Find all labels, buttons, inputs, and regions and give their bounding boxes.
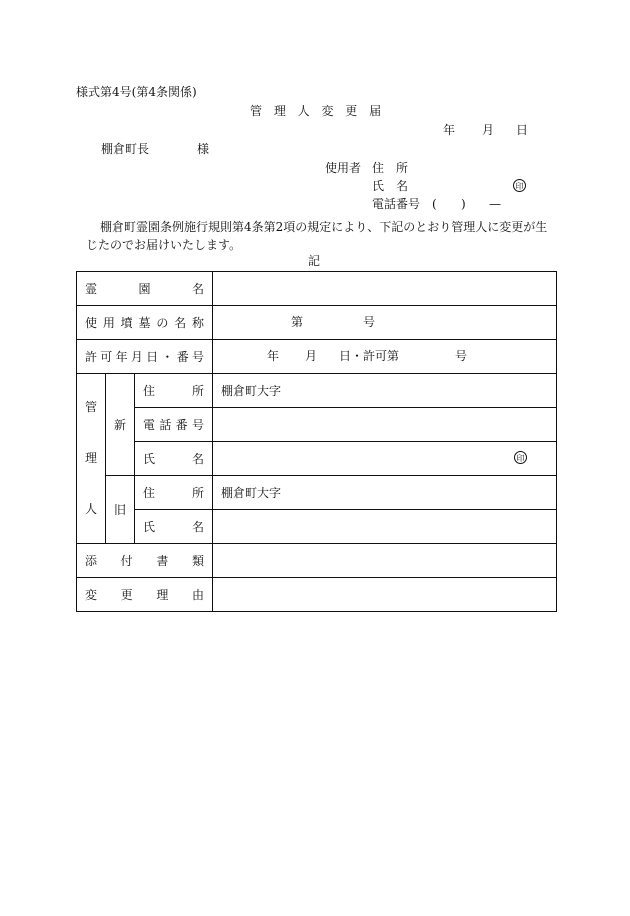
label-char: 許 <box>85 350 98 364</box>
label-char: 住 <box>143 486 156 500</box>
old-name-field[interactable] <box>213 510 557 544</box>
label-char: 可 <box>100 350 113 364</box>
new-address-field[interactable]: 棚倉町大字 <box>213 374 557 408</box>
row-old-name <box>77 510 557 544</box>
plot-dai-text: 第 <box>291 315 304 329</box>
label-char: 月 <box>130 350 143 364</box>
new-address-label <box>135 374 213 408</box>
applicant-role-label: 使用者 <box>325 161 362 175</box>
label-char: 墓 <box>138 316 151 330</box>
label-char: 添 <box>85 554 98 568</box>
applicant-phone-dash: — <box>489 197 501 211</box>
body-text: 棚倉町霊園条例施行規則第4条第2項の規定により、下記のとおり管理人に変更が生じたのでお届けいたします。 <box>86 220 548 252</box>
label-char: 使 <box>85 316 98 330</box>
row-plot-name <box>77 306 557 340</box>
label-char: 類 <box>192 554 205 568</box>
applicant-seal-icon: 印 <box>513 179 526 192</box>
label-char: 墳 <box>120 316 133 330</box>
old-name-label <box>135 510 213 544</box>
cemetery-name-field[interactable] <box>213 272 557 306</box>
reason-label <box>77 578 213 612</box>
old-label: 旧 <box>106 476 135 544</box>
row-attachments <box>77 544 557 578</box>
label-char: 由 <box>192 588 205 602</box>
old-address-label <box>135 476 213 510</box>
date-year: 年 <box>443 123 456 137</box>
attachments-field[interactable] <box>213 544 557 578</box>
label-char: 所 <box>192 486 205 500</box>
label-char: 名 <box>192 520 205 534</box>
new-label: 新 <box>106 374 135 476</box>
date-day: 日 <box>516 123 529 137</box>
label-char: の <box>156 316 169 330</box>
label-char: 園 <box>138 282 151 296</box>
applicant-address-label: 住 所 <box>372 161 409 175</box>
manager-char: 管 <box>84 400 97 414</box>
label-char: ・ <box>161 350 174 364</box>
label-char: 名 <box>192 282 205 296</box>
label-char: 用 <box>102 316 115 330</box>
label-char: 理 <box>156 588 169 602</box>
manager-char: 人 <box>84 502 97 516</box>
attachments-label <box>77 544 213 578</box>
label-char: 変 <box>85 588 98 602</box>
row-permit <box>77 340 557 374</box>
permit-label <box>77 340 213 374</box>
manager-label <box>77 374 106 544</box>
label-char: 日 <box>146 350 159 364</box>
row-reason <box>77 578 557 612</box>
permit-year-text: 年 <box>267 349 280 363</box>
document-title: 管 理 人 変 更 届 <box>250 104 386 118</box>
plot-name-label <box>77 306 213 340</box>
row-new-address <box>77 374 557 408</box>
cemetery-name-label <box>77 272 213 306</box>
label-char: 話 <box>159 418 172 432</box>
label-char: 電 <box>143 418 156 432</box>
label-char: 番 <box>175 418 188 432</box>
label-char: 付 <box>120 554 133 568</box>
label-char: 称 <box>191 316 204 330</box>
plot-name-field[interactable] <box>213 306 557 340</box>
applicant-phone-open: ( <box>432 197 437 211</box>
permit-go-text: 号 <box>455 349 468 363</box>
addressee-honorific: 様 <box>197 142 210 156</box>
date-month: 月 <box>482 123 495 137</box>
plot-go-text: 号 <box>363 315 376 329</box>
row-new-name <box>77 442 557 476</box>
label-char: 書 <box>156 554 169 568</box>
label-char: 住 <box>143 384 156 398</box>
label-char: 霊 <box>85 282 98 296</box>
form-number: 様式第4号(第4条関係) <box>76 85 197 99</box>
label-char: 氏 <box>143 452 156 466</box>
old-address-field[interactable]: 棚倉町大字 <box>213 476 557 510</box>
label-char: 氏 <box>143 520 156 534</box>
row-old-address <box>77 476 557 510</box>
new-name-label <box>135 442 213 476</box>
applicant-name-label: 氏 名 <box>372 179 409 193</box>
row-new-phone <box>77 408 557 442</box>
new-name-field[interactable] <box>213 442 557 476</box>
new-phone-field[interactable] <box>213 408 557 442</box>
applicant-phone-close: ) <box>461 197 466 211</box>
ki-heading: 記 <box>308 254 321 268</box>
reason-field[interactable] <box>213 578 557 612</box>
permit-day-text: 日・許可第 <box>339 349 400 363</box>
label-char: 年 <box>115 350 128 364</box>
label-char: 名 <box>192 452 205 466</box>
label-char: 所 <box>192 384 205 398</box>
new-phone-label <box>135 408 213 442</box>
manager-change-table <box>76 271 557 612</box>
label-char: 更 <box>120 588 133 602</box>
applicant-phone-label: 電話番号 <box>372 197 421 211</box>
manager-char: 理 <box>84 451 97 465</box>
label-char: 号 <box>191 418 204 432</box>
new-name-seal-icon: 印 <box>514 451 527 464</box>
label-char: 名 <box>174 316 187 330</box>
permit-month-text: 月 <box>305 349 318 363</box>
row-cemetery-name <box>77 272 557 306</box>
addressee-name: 棚倉町長 <box>101 142 150 156</box>
permit-field[interactable] <box>213 340 557 374</box>
label-char: 番 <box>176 350 189 364</box>
label-char: 号 <box>191 350 204 364</box>
